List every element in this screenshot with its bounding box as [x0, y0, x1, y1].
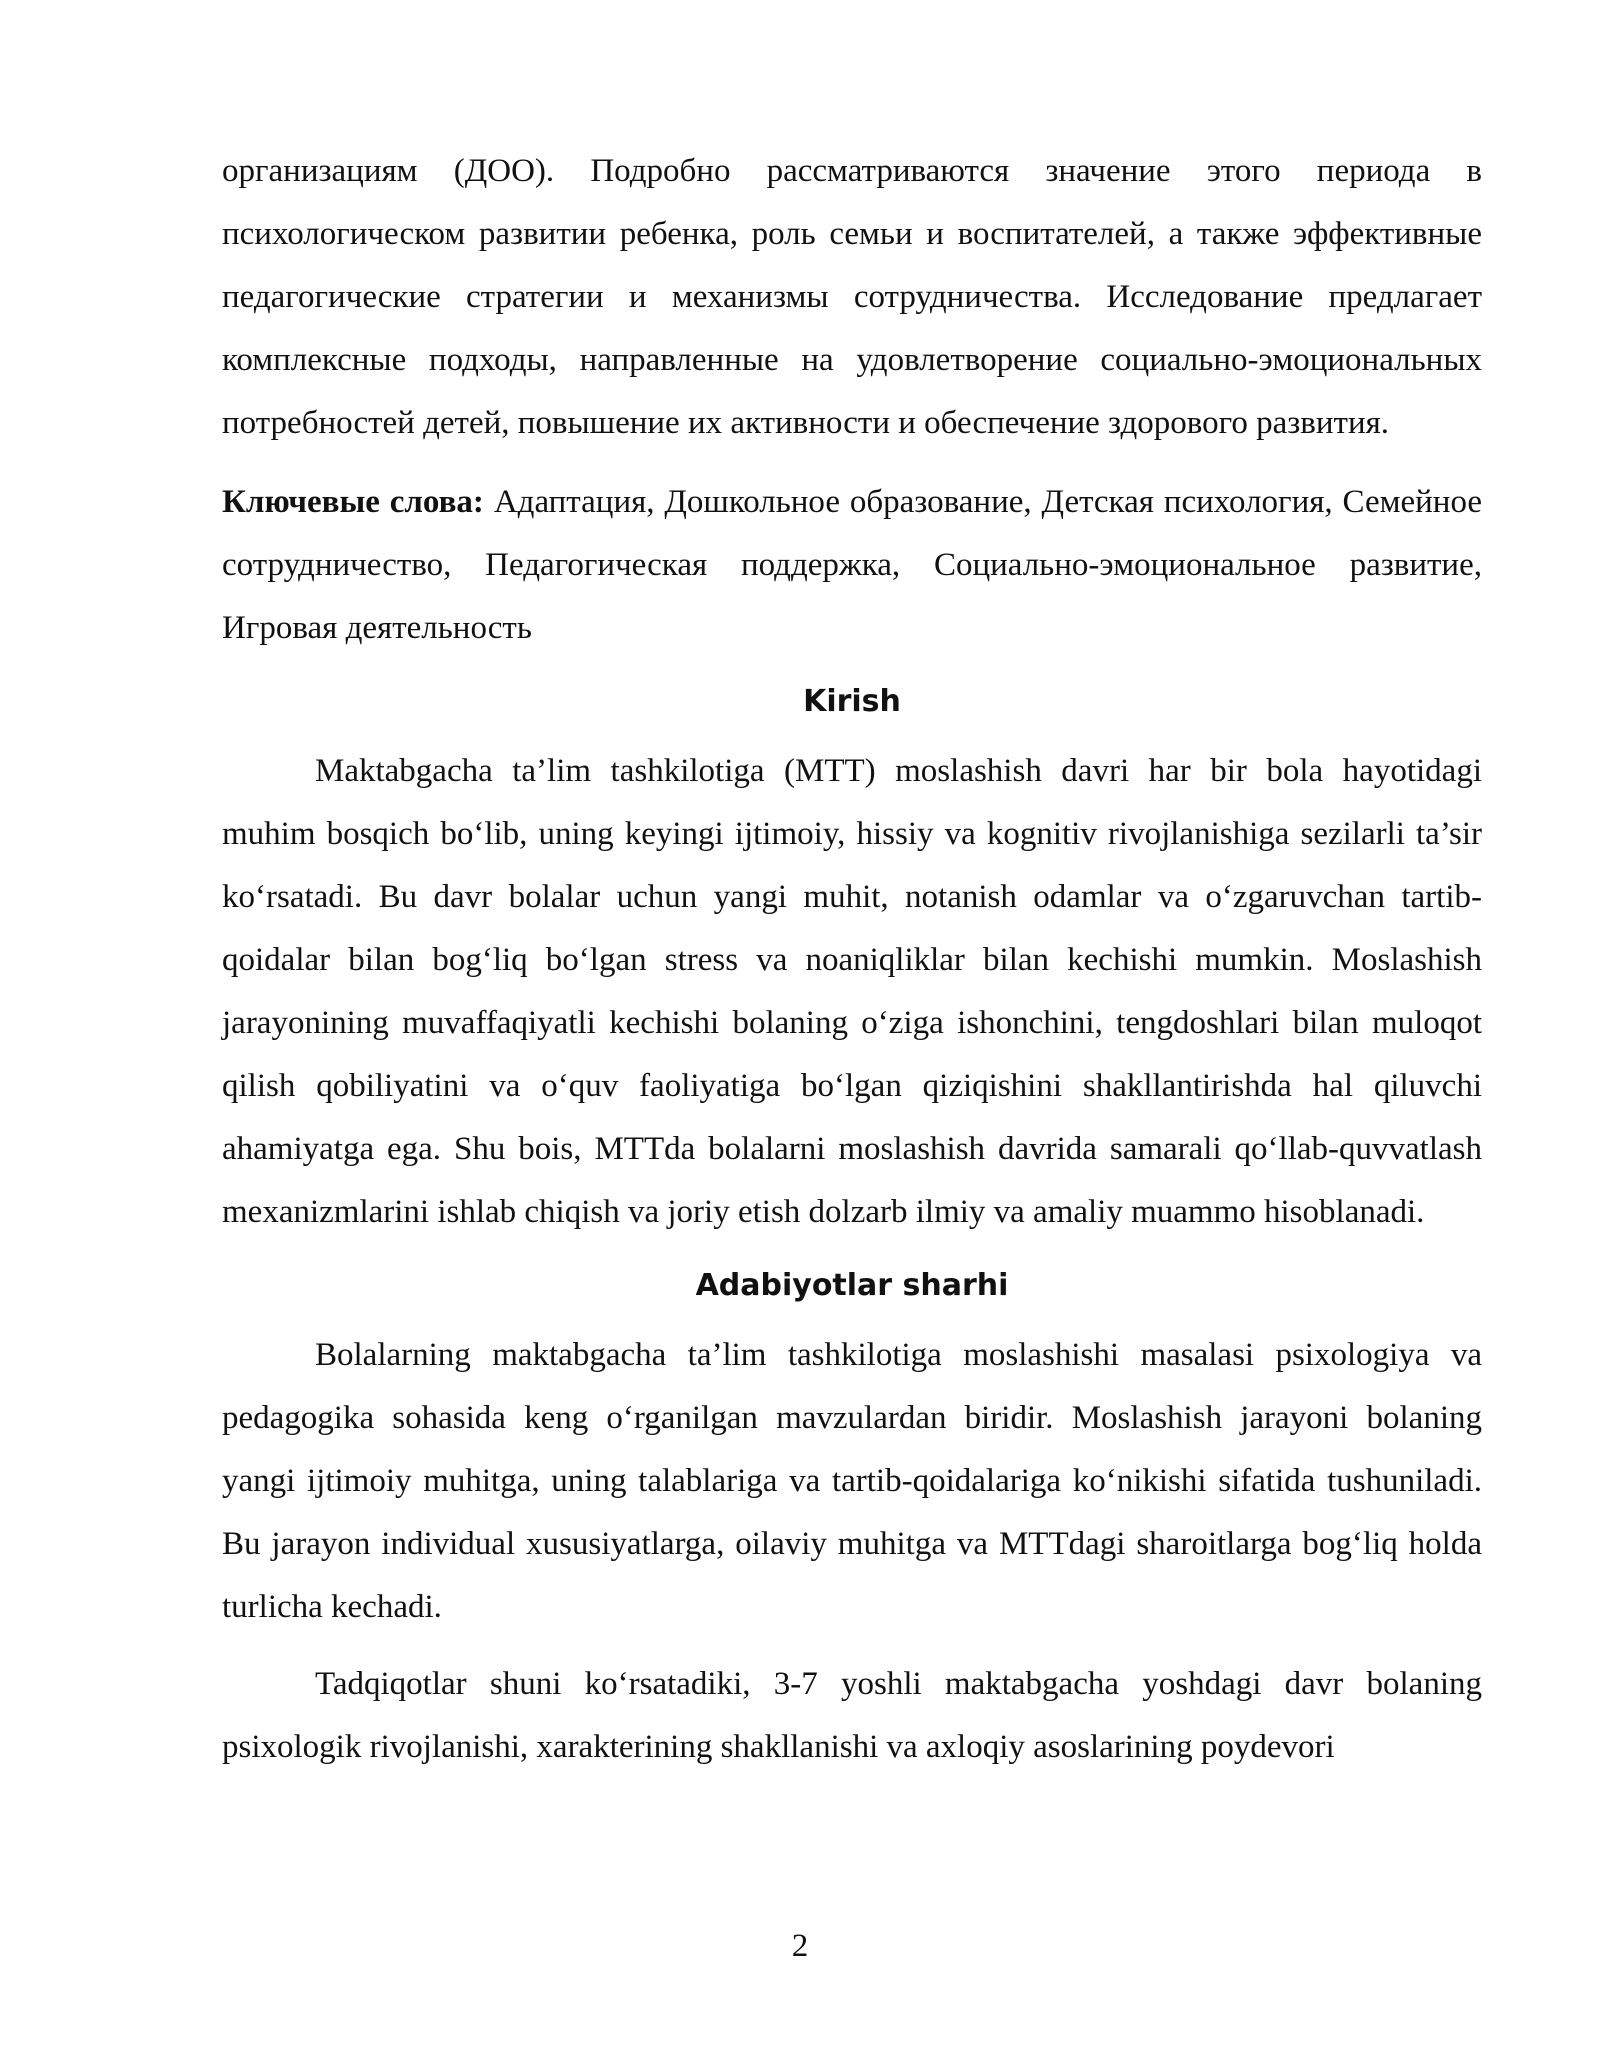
body-paragraph: Tadqiqotlar shuni ko‘rsatadiki, 3-7 yoshli maktabgacha yoshdagi davr bolaning psixologik rivojlanishi, xarakterining shakllanishi va axloqiy asoslarining poydevori [222, 1666, 1482, 1765]
keywords-paragraph [222, 471, 1482, 660]
section-heading-kirish: Kirish [803, 684, 901, 719]
keywords-label: Ключевые слова: [222, 484, 484, 520]
body-paragraph: Bolalarning maktabgacha ta’lim tashkilotiga moslashishi masalasi psixologiya va pedagogika sohasida keng o‘rganilgan mavzulardan biridir. Moslashish jarayoni bolaning yangi ijtimoiy muhitga, uning talablariga va tartib-qoidalariga ko‘nikishi sifatida tushuniladi. Bu jarayon individual xususiyatlarga, oilaviy muhitga va MTTdagi sharoitlarga bog‘liq holda turlicha kechadi. [222, 1337, 1482, 1625]
page-body [222, 140, 1482, 1779]
abstract-paragraph: организациям (ДОО). Подробно рассматриваются значение этого периода в психологическом развитии ребенка, роль семьи и воспитателей, а также эффективные педагогические стратегии и механизмы сотрудничества. Исследование предлагает комплексные подходы, направленные на удовлетворение социально-эмоциональных потребностей детей, повышение их активности и обеспечение здорового развития. [222, 153, 1482, 441]
keywords-text: Адаптация, Дошкольное образование, Детская психология, Семейное сотрудничество, Педагогическая поддержка, Социально-эмоциональное развитие, Игровая деятельность [222, 484, 1483, 646]
section-heading-literature-review: Adabiyotlar sharhi [695, 1268, 1009, 1303]
page-number: 2 [791, 1928, 809, 1964]
body-paragraph: Maktabgacha ta’lim tashkilotiga (MTT) moslashish davri har bir bola hayotidagi muhim bosqich bo‘lib, uning keyingi ijtimoiy, hissiy va kognitiv rivojlanishiga sezilarli ta’sir ko‘rsatadi. Bu davr bolalar uchun yangi muhit, notanish odamlar va o‘zgaruvchan tartib-qoidalar bilan bog‘liq bo‘lgan stress va noaniqliklar bilan kechishi mumkin. Moslashish jarayonining muvaffaqiyatli kechishi bolaning o‘ziga ishonchini, tengdoshlari bilan muloqot qilish qobiliyatini va o‘quv faoliyatiga bo‘lgan qiziqishini shakllantirishda hal qiluvchi ahamiyatga ega. Shu bois, MTTda bolalarni moslashish davrida samarali qo‘llab-quvvatlash mexanizmlarini ishlab chiqish va joriy etish dolzarb ilmiy va amaliy muammo hisoblanadi. [222, 753, 1482, 1230]
